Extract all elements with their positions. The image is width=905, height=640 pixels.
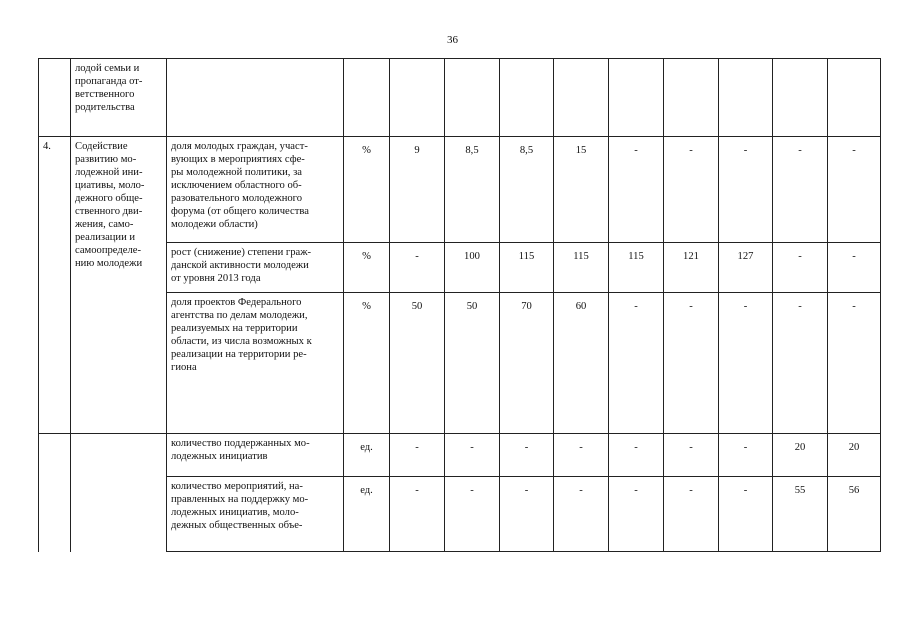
value-cell: -	[390, 434, 445, 477]
value-cell: 50	[390, 293, 445, 434]
value-cell: -	[828, 243, 881, 293]
indicator-cell: количество поддержанных мо- лодежных инициатив	[167, 434, 344, 477]
value-cell: 115	[609, 243, 664, 293]
task-cell: Содействие развитию мо- лодежной ини- циативы, моло- дежного обще- ственного дви- жения, само- реализации и самоопределе- нию молодежи	[71, 137, 167, 434]
value-cell: -	[664, 434, 719, 477]
value-cell: -	[719, 137, 773, 243]
value-cell: 121	[664, 243, 719, 293]
unit-cell	[344, 59, 390, 137]
value-cell: 20	[828, 434, 881, 477]
value-cell	[554, 59, 609, 137]
indicator-cell: доля проектов Федерального агентства по делам молодежи, реализуемых на территории области, из числа возможных к реализации на территории ре- гиона	[167, 293, 344, 434]
indicator-cell: доля молодых граждан, участ- вующих в мероприятиях сфе- ры молодежной политики, за исключением областного об- разовательного молодежного форума (от общего количества молодежи области)	[167, 137, 344, 243]
value-cell: -	[719, 293, 773, 434]
value-cell: 8,5	[500, 137, 554, 243]
value-cell: -	[664, 137, 719, 243]
table-row	[39, 137, 881, 243]
value-cell: -	[554, 477, 609, 552]
value-cell: -	[445, 434, 500, 477]
value-cell	[828, 59, 881, 137]
value-cell	[719, 59, 773, 137]
unit-cell: %	[344, 293, 390, 434]
value-cell: -	[719, 477, 773, 552]
value-cell: -	[828, 137, 881, 243]
value-cell: -	[554, 434, 609, 477]
value-cell	[664, 59, 719, 137]
value-cell	[500, 59, 554, 137]
value-cell: 60	[554, 293, 609, 434]
value-cell: 9	[390, 137, 445, 243]
page-number: 36	[447, 34, 458, 46]
indicator-cell: рост (снижение) степени граж- данской активности молодежи от уровня 2013 года	[167, 243, 344, 293]
indicator-table	[38, 58, 881, 552]
value-cell: 127	[719, 243, 773, 293]
unit-cell: %	[344, 137, 390, 243]
value-cell: -	[390, 477, 445, 552]
row-number-cell: 4.	[39, 137, 71, 434]
row-number-cell	[39, 434, 71, 552]
value-cell: 115	[500, 243, 554, 293]
value-cell: 115	[554, 243, 609, 293]
value-cell	[390, 59, 445, 137]
value-cell: 8,5	[445, 137, 500, 243]
value-cell: -	[664, 477, 719, 552]
value-cell: -	[390, 243, 445, 293]
value-cell: -	[609, 477, 664, 552]
task-cell: лодой семьи и пропаганда от- ветственного родительства	[71, 59, 167, 137]
value-cell: 15	[554, 137, 609, 243]
value-cell	[773, 59, 828, 137]
value-cell: -	[828, 293, 881, 434]
value-cell: 100	[445, 243, 500, 293]
unit-cell: %	[344, 243, 390, 293]
value-cell: 56	[828, 477, 881, 552]
value-cell: 20	[773, 434, 828, 477]
unit-cell: ед.	[344, 477, 390, 552]
value-cell: -	[500, 477, 554, 552]
row-number-cell	[39, 59, 71, 137]
value-cell: -	[609, 293, 664, 434]
value-cell	[445, 59, 500, 137]
task-cell	[71, 434, 167, 552]
value-cell: -	[773, 243, 828, 293]
indicator-cell	[167, 59, 344, 137]
value-cell: -	[500, 434, 554, 477]
value-cell: -	[609, 434, 664, 477]
value-cell: -	[664, 293, 719, 434]
value-cell	[609, 59, 664, 137]
table-row	[39, 59, 881, 137]
value-cell: -	[609, 137, 664, 243]
value-cell: -	[445, 477, 500, 552]
value-cell: -	[773, 137, 828, 243]
indicator-cell: количество мероприятий, на- правленных на поддержку мо- лодежных инициатив, моло- дежных общественных объе-	[167, 477, 344, 552]
value-cell: 70	[500, 293, 554, 434]
value-cell: -	[773, 293, 828, 434]
value-cell: -	[719, 434, 773, 477]
table-row	[39, 434, 881, 477]
value-cell: 55	[773, 477, 828, 552]
value-cell: 50	[445, 293, 500, 434]
unit-cell: ед.	[344, 434, 390, 477]
